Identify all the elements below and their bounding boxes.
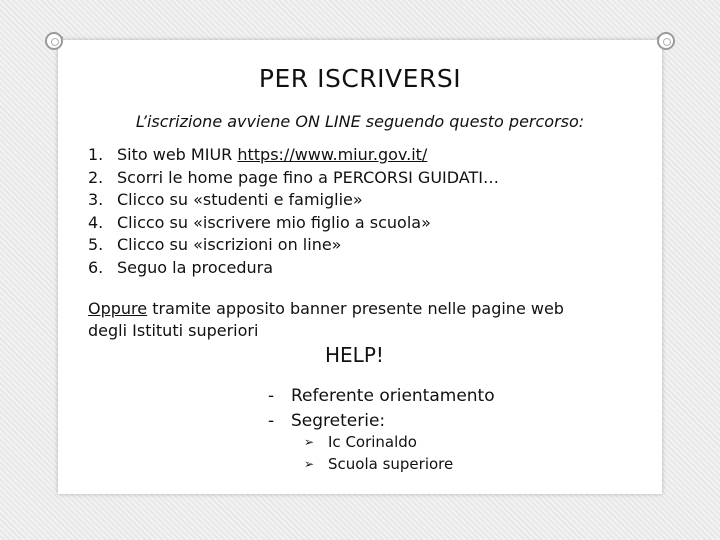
list-item (88, 212, 499, 235)
step-number: 6. (88, 257, 104, 277)
alternative-paragraph (88, 298, 608, 342)
slide-subtitle: L’iscrizione avviene ON LINE seguendo questo percorso: (135, 112, 585, 131)
dash-bullet: - (268, 386, 275, 406)
step-number: 1. (88, 145, 104, 164)
alternative-underlined: Oppure (88, 299, 148, 318)
list-item (268, 409, 495, 434)
step-number: 4. (88, 212, 104, 232)
list-item (88, 167, 499, 190)
sub-contact-text: Ic Corinaldo (328, 433, 417, 451)
miur-link[interactable]: https://www.miur.gov.it/ (237, 145, 428, 164)
step-number: 3. (88, 190, 104, 209)
list-item (88, 144, 499, 167)
help-heading: HELP! (325, 343, 384, 367)
arrow-bullet-icon: ➢ (304, 456, 315, 471)
step-text: Clicco su «iscrizioni on line» (117, 235, 342, 254)
list-item (88, 234, 499, 257)
step-text (117, 144, 427, 167)
pin-icon-right (657, 32, 675, 50)
steps-list (88, 144, 499, 279)
step-text: Clicco su «studenti e famiglie» (117, 190, 363, 209)
list-item (304, 454, 453, 476)
sub-contacts-list (304, 432, 453, 475)
slide-title: PER ISCRIVERSI (258, 64, 462, 93)
contact-text: Referente orientamento (291, 386, 495, 406)
list-item (304, 432, 453, 454)
alternative-text: tramite apposito banner presente nelle pagine web degli Istituti superiori (88, 299, 564, 340)
step-number: 5. (88, 235, 104, 254)
list-item (268, 384, 495, 409)
step-text: Scorri le home page fino a PERCORSI GUIDATI… (117, 167, 499, 187)
arrow-bullet-icon: ➢ (304, 435, 315, 449)
contacts-list (268, 384, 495, 434)
step-text: Clicco su «iscrivere mio figlio a scuola» (117, 212, 431, 232)
dash-bullet: - (268, 411, 275, 431)
pin-icon-left (45, 32, 63, 50)
step-label: Sito web MIUR (117, 145, 238, 164)
step-text: Seguo la procedura (117, 257, 273, 277)
list-item (88, 257, 499, 280)
sub-contact-text: Scuola superiore (328, 454, 454, 473)
step-number: 2. (88, 167, 104, 187)
contact-text: Segreterie: (291, 411, 386, 431)
list-item (88, 189, 499, 212)
